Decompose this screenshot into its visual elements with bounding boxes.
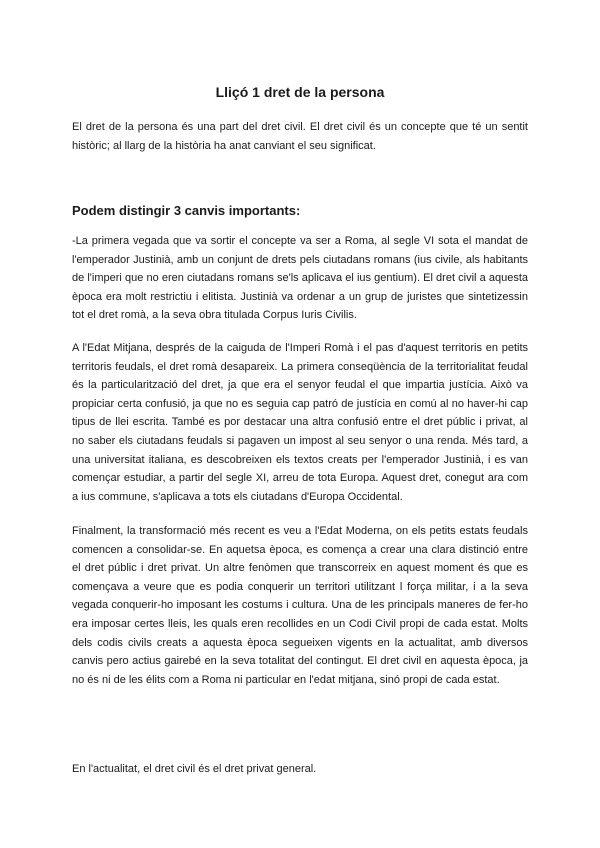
intro-paragraph: El dret de la persona és una part del dret civil. El dret civil és un concepte que té un sentit històric; al llarg de la història ha anat canviant el seu significat. bbox=[72, 121, 528, 152]
paragraph-roma: -La primera vegada que va sortir el concepte va ser a Roma, al segle VI sota el mandat de l'emperador Justinià, amb un conjunt de drets pels ciutadans romans (ius civile, als habitants de l'imperi que no eren ciutadans romans se'ls aplicava el ius gentium). El dret civil a aquesta època era molt restrictiu i elitista. Justinià va ordenar a un grup de juristes que sintetizessin tot el dret romà, a la seva obra titulada Corpus Iuris Civilis. bbox=[72, 235, 528, 322]
paragraph-edat-mitjana: A l'Edat Mitjana, després de la caiguda de l'Imperi Romà i el pas d'aquest territoris en petits territoris feudals, el dret romà desapareix. La primera conseqüència de la territorialitat feudal és la particularització del dret, ja que era el senyor feudal el que impartia justícia. Això va propiciar certa confusió, ja que no es seguia cap patró de justícia en comú al no haver-hi cap tipus de llei escrita. També es por destacar una altra confusió entre el dret públic i privat, al no saber els ciutadans feudals si pagaven un impost al seu senyor o una renda. Més tard, a una universitat italiana, es descobreixen els textos creats per l'emperador Justinià, i es van començar estudiar, a partir del segle XI, arreu de tota Europa. Aquest dret, conegut ara com a ius commune, s'aplicava a tots els ciutadans d'Europa Occidental. bbox=[72, 342, 528, 503]
closing-paragraph: En l'actualitat, el dret civil és el dret privat general. bbox=[72, 763, 317, 775]
section-heading: Podem distingir 3 canvis importants: bbox=[72, 203, 301, 218]
document-title: Lliçó 1 dret de la persona bbox=[215, 84, 385, 100]
paragraph-edat-moderna: Finalment, la transformació més recent es veu a l'Edat Moderna, on els petits estats feudals comencen a consolidar-se. En aquetsa època, es comença a crear una clara distinció entre el dret públic i dret privat. Un altre fenòmen que transcorreix en aquest moment és que es començava a veure que es podia conquerir un territori utilitzant l força militar, i a la seva vegada conquerir-ho imposant les costums i cultura. Una de les principals maneres de fer-ho era imposar certes lleis, les quals eren recollides en un Codi Civil propi de cada estat. Molts dels codis civils creats a aquesta època segueixen vigents en la actualitat, amb diversos canvis pero actius gairebé en la seva totalitat del contingut. El dret civil en aquesta època, ja no és ni de les élits com a Roma ni particular en l'edat mitjana, sinó propi de cada estat. bbox=[72, 525, 528, 686]
